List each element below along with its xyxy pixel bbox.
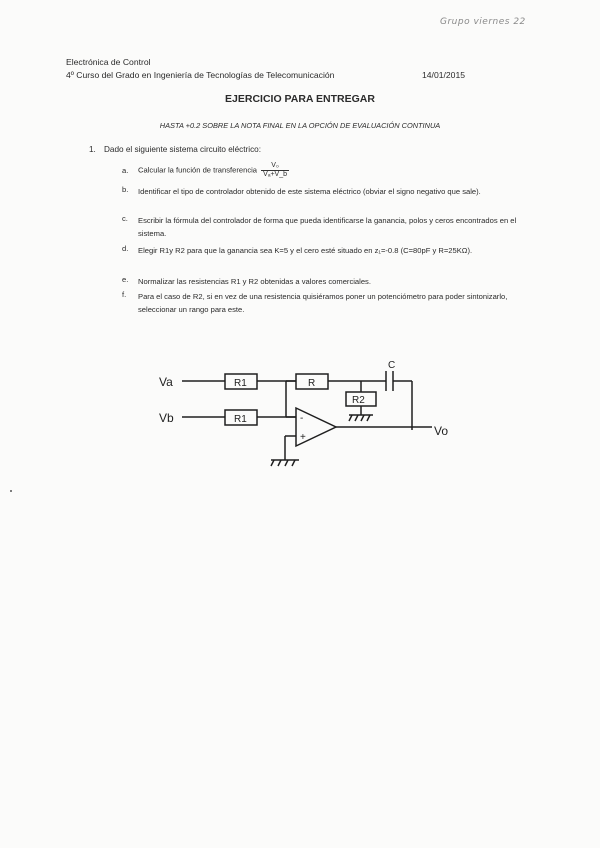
item-a-label: Calcular la función de transferencia	[138, 165, 258, 175]
va-label: Va	[159, 375, 173, 389]
fraction-numerator: V₀	[261, 162, 289, 171]
question-intro: Dado el siguiente sistema circuito eléctrico:	[104, 145, 261, 154]
r2-label: R2	[352, 395, 365, 406]
transfer-function-fraction	[261, 162, 289, 179]
vo-label: Vo	[434, 424, 449, 438]
item-text-b: Identificar el tipo de controlador obtenido de este sistema eléctrico (obviar el signo negativo que sale).	[138, 187, 481, 196]
item-letter-e: e.	[122, 275, 129, 284]
item-text-d: Elegir R1y R2 para que la ganancia sea K=5 y el cero esté situado en z₁=-0.8 (C=80pF y R=25KΩ).	[138, 246, 473, 255]
item-letter-d: d.	[122, 244, 129, 253]
r-label: R	[308, 378, 316, 389]
item-text-f: Para el caso de R2, si en vez de una resistencia quisiéramos poner un potenciómetro para poder sintonizarlo, seleccionar un rango para este.	[138, 292, 508, 314]
r1-bottom-label: R1	[234, 414, 247, 425]
date: 14/01/2015	[422, 70, 466, 80]
item-letter-a: a.	[122, 166, 129, 175]
question-number: 1.	[89, 145, 96, 154]
item-text-c: Escribir la fórmula del controlador de forma que pueda identificarse la ganancia, polos y ceros encontrados en el sistema.	[138, 216, 517, 238]
opamp-minus-label: -	[300, 413, 304, 424]
item-letter-b: b.	[122, 185, 129, 194]
item-text-e: Normalizar las resistencias R1 y R2 obtenidas a valores comerciales.	[138, 277, 371, 286]
exercise-title: EJERCICIO PARA ENTREGAR	[225, 93, 375, 105]
scan-speck	[10, 490, 12, 492]
c-label: C	[388, 360, 396, 371]
exercise-subtitle: HASTA +0.2 SOBRE LA NOTA FINAL EN LA OPCIÓN DE EVALUACIÓN CONTINUA	[159, 121, 441, 130]
r1-top-label: R1	[234, 378, 247, 389]
opamp-plus-label: +	[300, 432, 306, 443]
fraction-denominator: Vₐ+V_b	[263, 171, 287, 178]
item-letter-f: f.	[122, 290, 127, 299]
item-letter-c: c.	[122, 214, 128, 223]
vb-label: Vb	[159, 411, 174, 425]
subject-line: Electrónica de Control	[66, 57, 151, 67]
item-text-a	[138, 162, 533, 179]
course-line: 4º Curso del Grado en Ingeniería de Tecnologías de Telecomunicación	[66, 70, 335, 80]
handwritten-note: Grupo viernes 22	[440, 17, 526, 27]
circuit-diagram	[150, 360, 480, 480]
